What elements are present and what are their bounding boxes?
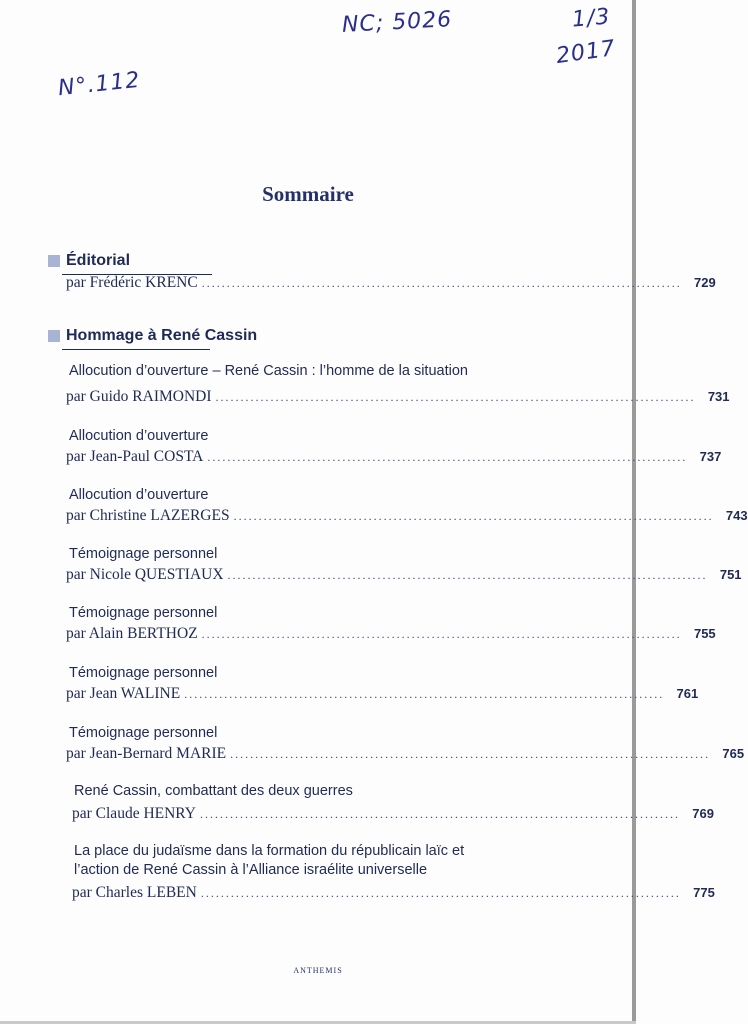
dot-leader: ................................................................................................ (201, 276, 682, 290)
dot-leader: ................................................................................................ (184, 687, 665, 701)
toc-author: par Christine LAZERGES (66, 507, 230, 524)
toc-article-title: l’action de René Cassin à l’Alliance israélite universelle (74, 862, 428, 878)
toc-page-number: 731 (707, 389, 730, 404)
toc-entry[interactable] (72, 805, 714, 823)
dot-leader: ................................................................................................ (227, 568, 708, 582)
toc-page-number: 737 (699, 449, 722, 464)
section-heading-label: Hommage à René Cassin (66, 327, 258, 344)
section-square-icon (48, 255, 60, 267)
toc-author: par Jean-Paul COSTA (66, 448, 204, 465)
section-square-icon (48, 330, 60, 342)
section-underline (62, 349, 210, 350)
toc-author: par Jean WALINE (66, 685, 181, 702)
dot-leader: ................................................................................................ (201, 627, 682, 641)
toc-page-number: 729 (694, 275, 716, 290)
toc-page-number: 751 (719, 567, 742, 582)
section-heading-label: Éditorial (66, 252, 131, 269)
toc-article-title: Témoignage personnel (69, 725, 218, 741)
handwritten-year: 2017 (554, 35, 618, 70)
dot-leader: ................................................................................................ (215, 390, 696, 404)
toc-author: par Nicole QUESTIAUX (66, 566, 224, 583)
toc-author: par Alain BERTHOZ (66, 625, 198, 642)
dot-leader: ................................................................................................ (200, 886, 681, 900)
toc-page-number: 761 (676, 686, 699, 701)
toc-article-title: La place du judaïsme dans la formation du républicain laïc et (74, 843, 465, 859)
dot-leader: ................................................................................................ (207, 450, 688, 464)
dot-leader: ................................................................................................ (199, 807, 680, 821)
toc-entry[interactable] (66, 625, 716, 643)
toc-entry[interactable] (66, 685, 699, 703)
toc-page-number: 775 (693, 885, 715, 900)
toc-author: par Guido RAIMONDI (66, 388, 212, 405)
toc-entry[interactable] (66, 388, 730, 406)
toc-page-number: 769 (692, 806, 714, 821)
toc-entry[interactable] (66, 745, 745, 763)
section-heading-hommage (48, 327, 257, 345)
handwritten-number: N°.112 (56, 67, 142, 102)
toc-article-title: Allocution d’ouverture (69, 428, 209, 444)
toc-entry[interactable] (66, 448, 722, 466)
publisher-footer: ANTHEMIS (293, 966, 343, 975)
toc-author: par Claude HENRY (72, 805, 196, 822)
toc-article-title: Témoignage personnel (69, 605, 218, 621)
toc-page-number: 743 (725, 508, 748, 523)
toc-entry[interactable] (66, 274, 716, 292)
toc-author: par Frédéric KRENC (66, 274, 198, 291)
handwritten-page-fraction: 1/3 (570, 4, 612, 33)
toc-article-title: Témoignage personnel (69, 665, 218, 681)
toc-article-title: Allocution d’ouverture (69, 487, 209, 503)
toc-author: par Charles LEBEN (72, 884, 197, 901)
dot-leader: ................................................................................................ (230, 747, 711, 761)
handwritten-reference: NC; 5026 (341, 7, 453, 38)
toc-page-number: 765 (722, 746, 745, 761)
toc-article-title: René Cassin, combattant des deux guerres (74, 783, 353, 799)
toc-article-title: Témoignage personnel (69, 546, 218, 562)
toc-entry[interactable] (72, 884, 715, 902)
toc-page-number: 755 (693, 626, 716, 641)
toc-author: par Jean-Bernard MARIE (66, 745, 227, 762)
toc-article-title: Allocution d’ouverture – René Cassin : l’homme de la situation (69, 363, 468, 379)
dot-leader: ................................................................................................ (233, 509, 714, 523)
toc-entry[interactable] (66, 566, 742, 584)
section-heading-editorial (48, 252, 130, 270)
page-title: Sommaire (262, 182, 354, 206)
toc-entry[interactable] (66, 507, 748, 525)
